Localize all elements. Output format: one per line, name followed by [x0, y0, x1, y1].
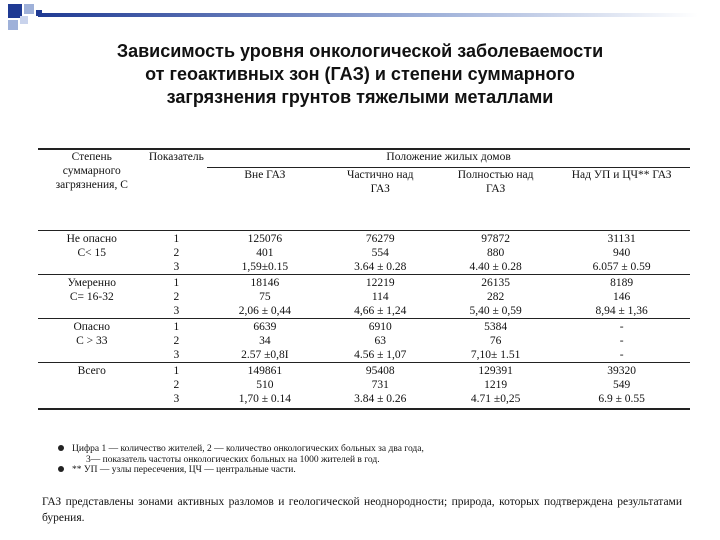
- bullet-icon: [58, 445, 64, 451]
- cell-text: 1,59±0.15: [241, 261, 289, 273]
- value-cell: [553, 319, 690, 363]
- note-text: Цифра 1 — количество жителей, 2 — количество онкологических больных за два года,: [72, 444, 424, 454]
- header-text: ГАЗ: [486, 183, 506, 195]
- top-rule: [38, 13, 698, 17]
- cell-text: 2: [173, 291, 180, 303]
- value-cell: [323, 231, 438, 275]
- indicator-cell: [146, 275, 208, 319]
- cell-text: 149861: [247, 365, 283, 377]
- value-cell: [553, 275, 690, 319]
- cell-text: 97872: [481, 233, 510, 245]
- value-cell: [207, 275, 322, 319]
- cell-text: 114: [371, 291, 389, 303]
- cell-text: 4.40 ± 0.28: [469, 261, 522, 273]
- table-row: [38, 319, 690, 363]
- title-line: Зависимость уровня онкологической заболеваемости: [116, 41, 604, 61]
- cell-text: 1219: [484, 379, 508, 391]
- cell-text: 880: [487, 247, 505, 259]
- corner-decoration: [0, 0, 60, 40]
- cell-text: 510: [256, 379, 274, 391]
- cell-text: С > 33: [76, 335, 108, 347]
- value-cell: [207, 231, 322, 275]
- cell-text: 1: [173, 321, 180, 333]
- cell-text: 6.9 ± 0.55: [598, 393, 645, 405]
- value-cell: [207, 363, 322, 410]
- header-text: Частично над: [346, 169, 414, 181]
- value-cell: [323, 363, 438, 410]
- scanned-table-image: [38, 148, 690, 533]
- cell-text: 2: [173, 247, 180, 259]
- table-notes: [54, 444, 674, 476]
- cell-text: С= 16-32: [69, 291, 114, 303]
- cell-text: -: [619, 335, 624, 347]
- bullet-icon: [58, 466, 64, 472]
- cell-text: 5384: [484, 321, 508, 333]
- value-cell: [438, 363, 553, 410]
- cell-text: 12219: [365, 277, 395, 289]
- value-cell: [323, 319, 438, 363]
- note-text: 3— показатель частоты онкологических больных на 1000 жителей в год.: [86, 454, 380, 465]
- header-text: ГАЗ: [370, 183, 390, 195]
- cell-text: 1: [173, 233, 180, 245]
- col-header-outside: [207, 168, 322, 231]
- cell-text: 31131: [607, 233, 636, 245]
- indicator-cell: [146, 231, 208, 275]
- cell-text: 282: [487, 291, 505, 303]
- cell-text: 76279: [365, 233, 395, 245]
- cell-text: 554: [371, 247, 389, 259]
- value-cell: [323, 275, 438, 319]
- cell-text: 3: [173, 305, 180, 317]
- note-text: ** УП — узлы пересечения, ЦЧ — центральные части.: [72, 465, 296, 475]
- table-row: [38, 231, 690, 275]
- col-header-nodes: [553, 168, 690, 231]
- title-line: от геоактивных зон (ГАЗ) и степени суммарного: [145, 64, 575, 84]
- header-text: загрязнения, С: [55, 179, 128, 191]
- level-cell: [38, 319, 146, 363]
- cell-text: 4,66 ± 1,24: [354, 305, 407, 317]
- cell-text: 3.64 ± 0.28: [354, 261, 407, 273]
- cell-text: Всего: [77, 365, 106, 377]
- cell-text: С< 15: [77, 247, 107, 259]
- cell-text: 1: [173, 277, 180, 289]
- group-header: Положение жилых домов: [207, 149, 690, 168]
- cell-text: -: [619, 349, 624, 361]
- value-cell: [438, 231, 553, 275]
- cell-text: 3: [173, 261, 180, 273]
- cell-text: 2: [173, 335, 180, 347]
- cell-text: -: [619, 321, 624, 333]
- cell-text: 63: [374, 335, 386, 347]
- cell-text: 7,10± 1.51: [470, 349, 521, 361]
- level-cell: [38, 363, 146, 410]
- cell-text: 2.57 ±0,8I: [241, 349, 289, 361]
- cell-text: 2,06 ± 0,44: [238, 305, 292, 317]
- cell-text: Умеренно: [67, 277, 116, 289]
- title-line: загрязнения грунтов тяжелыми металлами: [166, 87, 554, 107]
- cell-text: 6.057 ± 0.59: [592, 261, 651, 273]
- col-header-partial: [323, 168, 438, 231]
- deco-square: [8, 20, 18, 30]
- header-text: Степень: [71, 151, 112, 163]
- cell-text: 18146: [250, 277, 280, 289]
- cell-text: 549: [613, 379, 631, 391]
- incidence-table: [38, 148, 690, 410]
- cell-text: 3: [173, 349, 180, 361]
- level-header: [38, 149, 146, 231]
- cell-text: 95408: [365, 365, 395, 377]
- cell-text: 940: [613, 247, 631, 259]
- cell-text: Не опасно: [66, 233, 117, 245]
- cell-text: 2: [173, 379, 180, 391]
- note-item: [54, 444, 674, 465]
- cell-text: 26135: [481, 277, 510, 289]
- footer-note: ГАЗ представлены зонами активных разломов и геологической неоднородности; природа, которых подтверждена результатами бурения.: [42, 496, 682, 524]
- cell-text: 8,94 ± 1,36: [595, 305, 648, 317]
- cell-text: 4.56 ± 1,07: [354, 349, 407, 361]
- cell-text: 34: [259, 335, 271, 347]
- cell-text: 146: [613, 291, 631, 303]
- value-cell: [553, 231, 690, 275]
- indicator-header: [146, 149, 208, 231]
- cell-text: 129391: [478, 365, 513, 377]
- cell-text: 6639: [253, 321, 277, 333]
- cell-text: 401: [256, 247, 274, 259]
- deco-square: [24, 4, 34, 14]
- cell-text: 39320: [607, 365, 637, 377]
- cell-text: 76: [489, 335, 502, 347]
- col-header-full: [438, 168, 553, 231]
- cell-text: 8189: [610, 277, 634, 289]
- cell-text: 1: [173, 365, 180, 377]
- header-text: Вне ГАЗ: [244, 169, 286, 181]
- cell-text: 1,70 ± 0.14: [238, 393, 292, 405]
- table-row: [38, 275, 690, 319]
- cell-text: 6910: [368, 321, 392, 333]
- cell-text: 75: [259, 291, 271, 303]
- value-cell: [438, 319, 553, 363]
- deco-square: [20, 16, 28, 24]
- header-text: Показатель: [148, 151, 204, 163]
- table-row: [38, 363, 690, 410]
- header-text: Полностью над: [457, 169, 534, 181]
- cell-text: Опасно: [73, 321, 111, 333]
- level-cell: [38, 231, 146, 275]
- indicator-cell: [146, 319, 208, 363]
- level-cell: [38, 275, 146, 319]
- header-text: суммарного: [62, 165, 121, 177]
- cell-text: 4.71 ±0,25: [470, 393, 521, 405]
- value-cell: [438, 275, 553, 319]
- value-cell: [207, 319, 322, 363]
- slide-title: [0, 40, 720, 109]
- note-item: [54, 465, 674, 476]
- header-text: Над УП и ЦЧ** ГАЗ: [571, 169, 672, 181]
- value-cell: [553, 363, 690, 410]
- cell-text: 5,40 ± 0,59: [469, 305, 522, 317]
- cell-text: 731: [371, 379, 389, 391]
- cell-text: 3.84 ± 0.26: [354, 393, 407, 405]
- cell-text: 125076: [247, 233, 283, 245]
- cell-text: 3: [173, 393, 180, 405]
- indicator-cell: [146, 363, 208, 410]
